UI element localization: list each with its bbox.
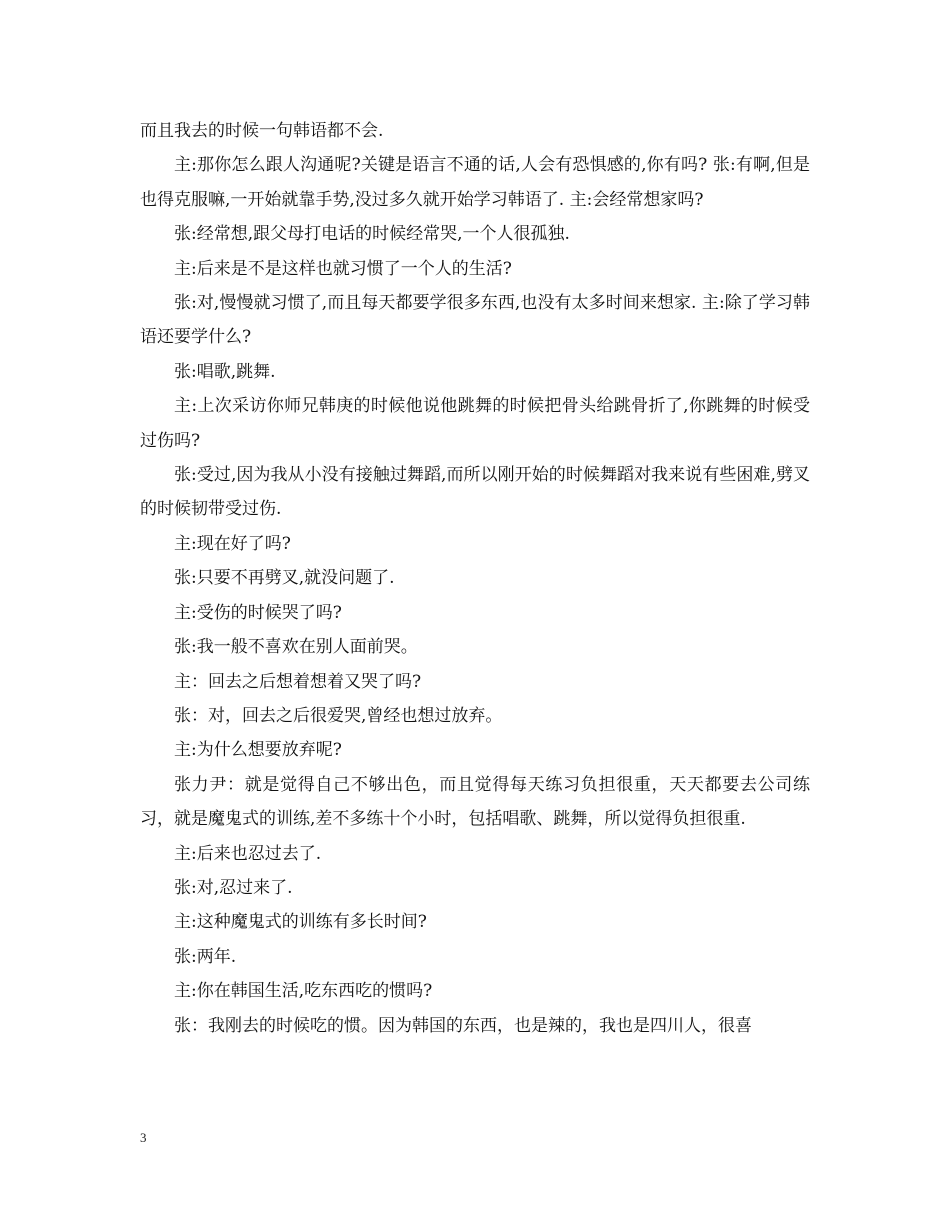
paragraph: 主:为什么想要放弃呢?: [174, 740, 342, 761]
paragraph: 张:对,忍过来了.: [174, 877, 293, 898]
paragraph: 张:只要不再劈叉,就没问题了.: [174, 568, 395, 589]
paragraph: 张：我刚去的时候吃的惯。因为韩国的东西，也是辣的，我也是四川人，很喜: [174, 1015, 752, 1036]
document-body: [140, 114, 810, 1043]
paragraph: 主:受伤的时候哭了吗?: [174, 602, 342, 623]
paragraph: 主：回去之后想着想着又哭了吗?: [174, 671, 422, 692]
paragraph: 张:经常想,跟父母打电话的时候经常哭,一个人很孤独.: [174, 224, 570, 245]
paragraph: 主:你在韩国生活,吃东西吃的惯吗?: [174, 981, 433, 1002]
paragraph: 张:对,慢慢就习惯了,而且每天都要学很多东西,也没有太多时间来想家. 主:除了学习韩语还要学什么?: [140, 293, 810, 348]
paragraph: 张：对，回去之后很爱哭,曾经也想过放弃。: [174, 705, 503, 726]
paragraph: 张:我一般不喜欢在别人面前哭。: [174, 637, 418, 658]
paragraph: 而且我去的时候一句韩语都不会.: [140, 121, 384, 141]
paragraph: 张:两年.: [174, 946, 237, 967]
paragraph: 主:现在好了吗?: [174, 533, 291, 554]
paragraph: 主:那你怎么跟人沟通呢?关键是语言不通的话,人会有恐惧感的,你有吗? 张:有啊,但是也得克服嘛,一开始就靠手势,没过多久就开始学习韩语了. 主:会经常想家吗?: [140, 155, 810, 210]
paragraph: 主:后来是不是这样也就习惯了一个人的生活?: [174, 258, 512, 279]
paragraph: 主:上次采访你师兄韩庚的时候他说他跳舞的时候把骨头给跳骨折了,你跳舞的时候受过伤吗?: [140, 396, 810, 451]
paragraph: 张力尹：就是觉得自己不够出色，而且觉得每天练习负担很重，天天都要去公司练习，就是魔鬼式的训练,差不多练十个小时，包括唱歌、跳舞，所以觉得负担很重.: [140, 774, 810, 830]
page-number: 3: [140, 1130, 147, 1145]
paragraph: 张:受过,因为我从小没有接触过舞蹈,而所以刚开始的时候舞蹈对我来说有些困难,劈叉的时候韧带受过伤.: [140, 465, 810, 520]
paragraph: 主:后来也忍过去了.: [174, 843, 322, 864]
paragraph: 张:唱歌,跳舞.: [174, 361, 276, 382]
paragraph: 主:这种魔鬼式的训练有多长时间?: [174, 912, 427, 933]
